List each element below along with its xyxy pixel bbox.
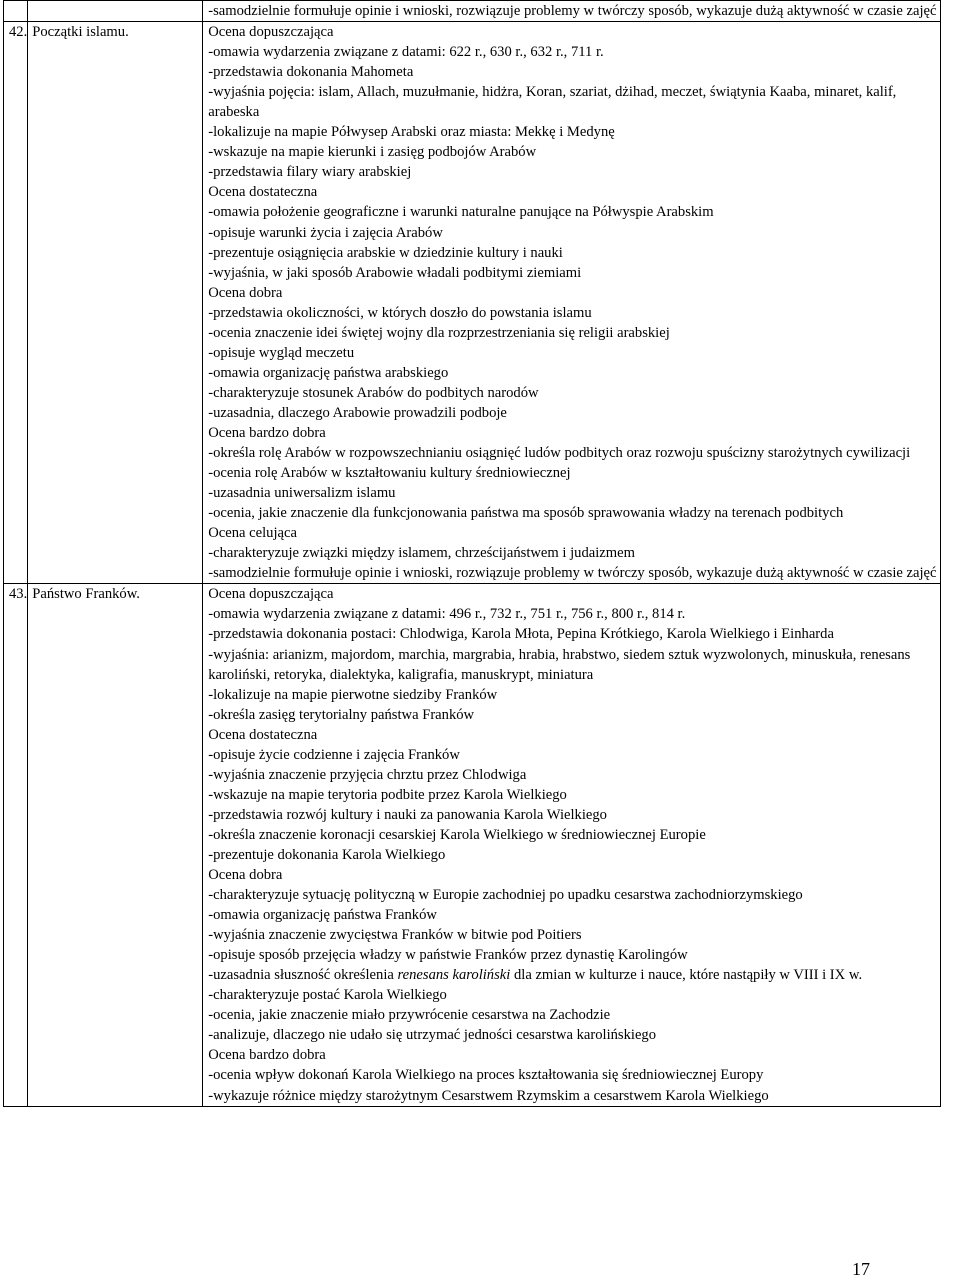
lesson-number-cell (4, 22, 28, 584)
requirements-cell (203, 584, 941, 1106)
requirement-line: -przedstawia filary wiary arabskiej (208, 164, 412, 181)
requirement-line: -omawia położenie geograficzne i warunki naturalne panujące na Półwyspie Arabskim (208, 204, 714, 221)
requirement-line: -opisuje sposób przejęcia władzy w państwie Franków przez dynastię Karolingów (208, 947, 688, 964)
lesson-topic: Państwo Franków. (32, 586, 140, 603)
requirement-line: -lokalizuje na mapie pierwotne siedziby Franków (208, 686, 498, 703)
requirement-line: -przedstawia okoliczności, w których doszło do powstania islamu (208, 304, 592, 321)
requirement-line: -wyjaśnia, w jaki sposób Arabowie władali podbitymi ziemiami (208, 264, 582, 281)
requirement-line: -omawia organizację państwa Franków (208, 907, 437, 924)
requirement-line: -uzasadnia, dlaczego Arabowie prowadzili podboje (208, 404, 507, 421)
requirement-line: -opisuje życie codzienne i zajęcia Franków (208, 746, 460, 763)
lesson-number: 42. (9, 24, 28, 41)
grade-heading: Ocena bardzo dobra (208, 1047, 326, 1064)
requirement-line: -wyjaśnia: arianizm, majordom, marchia, margrabia, hrabia, hrabstwo, siedem sztuk wyzwolonych, minuskuła, renesans karoliński, retoryka, dialektyka, kaligrafia, manuskrypt, miniatura (208, 646, 911, 683)
requirement-line: -charakteryzuje związki między islamem, chrześcijaństwem i judaizmem (208, 545, 635, 562)
requirement-line: -wyjaśnia pojęcia: islam, Allach, muzułmanie, hidżra, Koran, szariat, dżihad, meczet, świątynia Kaaba, minaret, kalif, arabeska (208, 84, 897, 121)
requirement-line: -charakteryzuje stosunek Arabów do podbitych narodów (208, 384, 539, 401)
requirement-line: -ocenia rolę Arabów w kształtowaniu kultury średniowiecznej (208, 465, 571, 482)
grade-heading: Ocena dostateczna (208, 726, 318, 743)
requirement-line: -ocenia, jakie znaczenie dla funkcjonowania państwa ma sposób sprawowania władzy na terenach podbitych (208, 505, 844, 522)
lesson-number-cell (4, 1, 28, 22)
requirement-line: -charakteryzuje postać Karola Wielkiego (208, 987, 447, 1004)
grade-heading: Ocena dopuszczająca (208, 586, 334, 603)
requirement-line: -ocenia, jakie znaczenie miało przywrócenie cesarstwa na Zachodzie (208, 1007, 611, 1024)
requirement-line: -analizuje, dlaczego nie udało się utrzymać jedności cesarstwa karolińskiego (208, 1027, 657, 1044)
lesson-number: 43. (9, 586, 28, 603)
requirement-line: -prezentuje osiągnięcia arabskie w dziedzinie kultury i nauki (208, 244, 563, 261)
requirement-line: -samodzielnie formułuje opinie i wnioski, rozwiązuje problemy w twórczy sposób, wykazuje dużą aktywność w czasie zajęć (208, 3, 937, 19)
lesson-topic-cell (28, 584, 203, 1106)
requirement-line (208, 965, 938, 985)
requirement-line: -opisuje warunki życia i zajęcia Arabów (208, 224, 443, 241)
requirement-line: -omawia organizację państwa arabskiego (208, 364, 449, 381)
requirement-line: -charakteryzuje sytuację polityczną w Europie zachodniej po upadku cesarstwa zachodniorzymskiego (208, 887, 803, 904)
table-row (4, 22, 941, 584)
requirement-line: -prezentuje dokonania Karola Wielkiego (208, 846, 446, 863)
requirement-line: -ocenia wpływ dokonań Karola Wielkiego na proces kształtowania się średniowiecznej Europy (208, 1067, 764, 1084)
requirement-line: -omawia wydarzenia związane z datami: 496 r., 732 r., 751 r., 756 r., 800 r., 814 r. (208, 606, 686, 623)
grade-heading: Ocena dobra (208, 867, 283, 884)
grade-heading: Ocena dostateczna (208, 184, 318, 201)
requirement-text: -uzasadnia słuszność określenia (208, 967, 398, 984)
grade-heading: Ocena celująca (208, 525, 297, 542)
requirement-line: -lokalizuje na mapie Półwysep Arabski oraz miasta: Mekkę i Medynę (208, 124, 615, 141)
requirement-line: -przedstawia dokonania postaci: Chlodwiga, Karola Młota, Pepina Krótkiego, Karola Wielkiego i Einharda (208, 626, 834, 643)
requirement-line: -określa zasięg terytorialny państwa Franków (208, 706, 475, 723)
table-row (4, 584, 941, 1106)
table-body (4, 1, 941, 1107)
requirement-line: -wykazuje różnice między starożytnym Cesarstwem Rzymskim a cesarstwem Karola Wielkiego (208, 1087, 769, 1104)
requirement-line: -ocenia znaczenie idei świętej wojny dla rozprzestrzeniania się religii arabskiej (208, 324, 670, 341)
requirements-cell (203, 1, 941, 22)
page-number: 17 (852, 1259, 870, 1279)
grade-heading: Ocena dopuszczająca (208, 24, 334, 41)
requirement-line: -samodzielnie formułuje opinie i wnioski, rozwiązuje problemy w twórczy sposób, wykazuje dużą aktywność w czasie zajęć (208, 565, 937, 582)
requirement-line: -wyjaśnia znaczenie przyjęcia chrztu przez Chlodwiga (208, 766, 527, 783)
requirement-line: -przedstawia rozwój kultury i nauki za panowania Karola Wielkiego (208, 806, 607, 823)
requirement-line: -wskazuje na mapie kierunki i zasięg podbojów Arabów (208, 144, 537, 161)
requirement-line: -opisuje wygląd meczetu (208, 344, 355, 361)
italic-term: renesans karoliński (397, 967, 511, 984)
requirement-line: -omawia wydarzenia związane z datami: 622 r., 630 r., 632 r., 711 r. (208, 44, 604, 61)
requirement-line: -uzasadnia uniwersalizm islamu (208, 485, 396, 502)
lesson-topic-cell (28, 22, 203, 584)
grade-heading: Ocena dobra (208, 284, 283, 301)
lesson-topic: Początki islamu. (32, 24, 129, 41)
requirement-line: -wskazuje na mapie terytoria podbite przez Karola Wielkiego (208, 786, 567, 803)
lesson-topic-cell (28, 1, 203, 22)
requirement-line: -określa znaczenie koronacji cesarskiej Karola Wielkiego w średniowiecznej Europie (208, 826, 706, 843)
requirement-text: dla zmian w kulturze i nauce, które nastąpiły w VIII i IX w. (510, 967, 863, 984)
requirement-line: -określa rolę Arabów w rozpowszechnianiu osiągnięć ludów podbitych oraz rozwoju spuścizny starożytnych cywilizacji (208, 445, 911, 462)
curriculum-table (3, 0, 941, 1107)
lesson-number-cell (4, 584, 28, 1106)
table-row (4, 1, 941, 22)
requirement-line: -przedstawia dokonania Mahometa (208, 64, 414, 81)
requirement-line: -wyjaśnia znaczenie zwycięstwa Franków w bitwie pod Poitiers (208, 927, 582, 944)
grade-heading: Ocena bardzo dobra (208, 424, 326, 441)
requirements-cell (203, 22, 941, 584)
